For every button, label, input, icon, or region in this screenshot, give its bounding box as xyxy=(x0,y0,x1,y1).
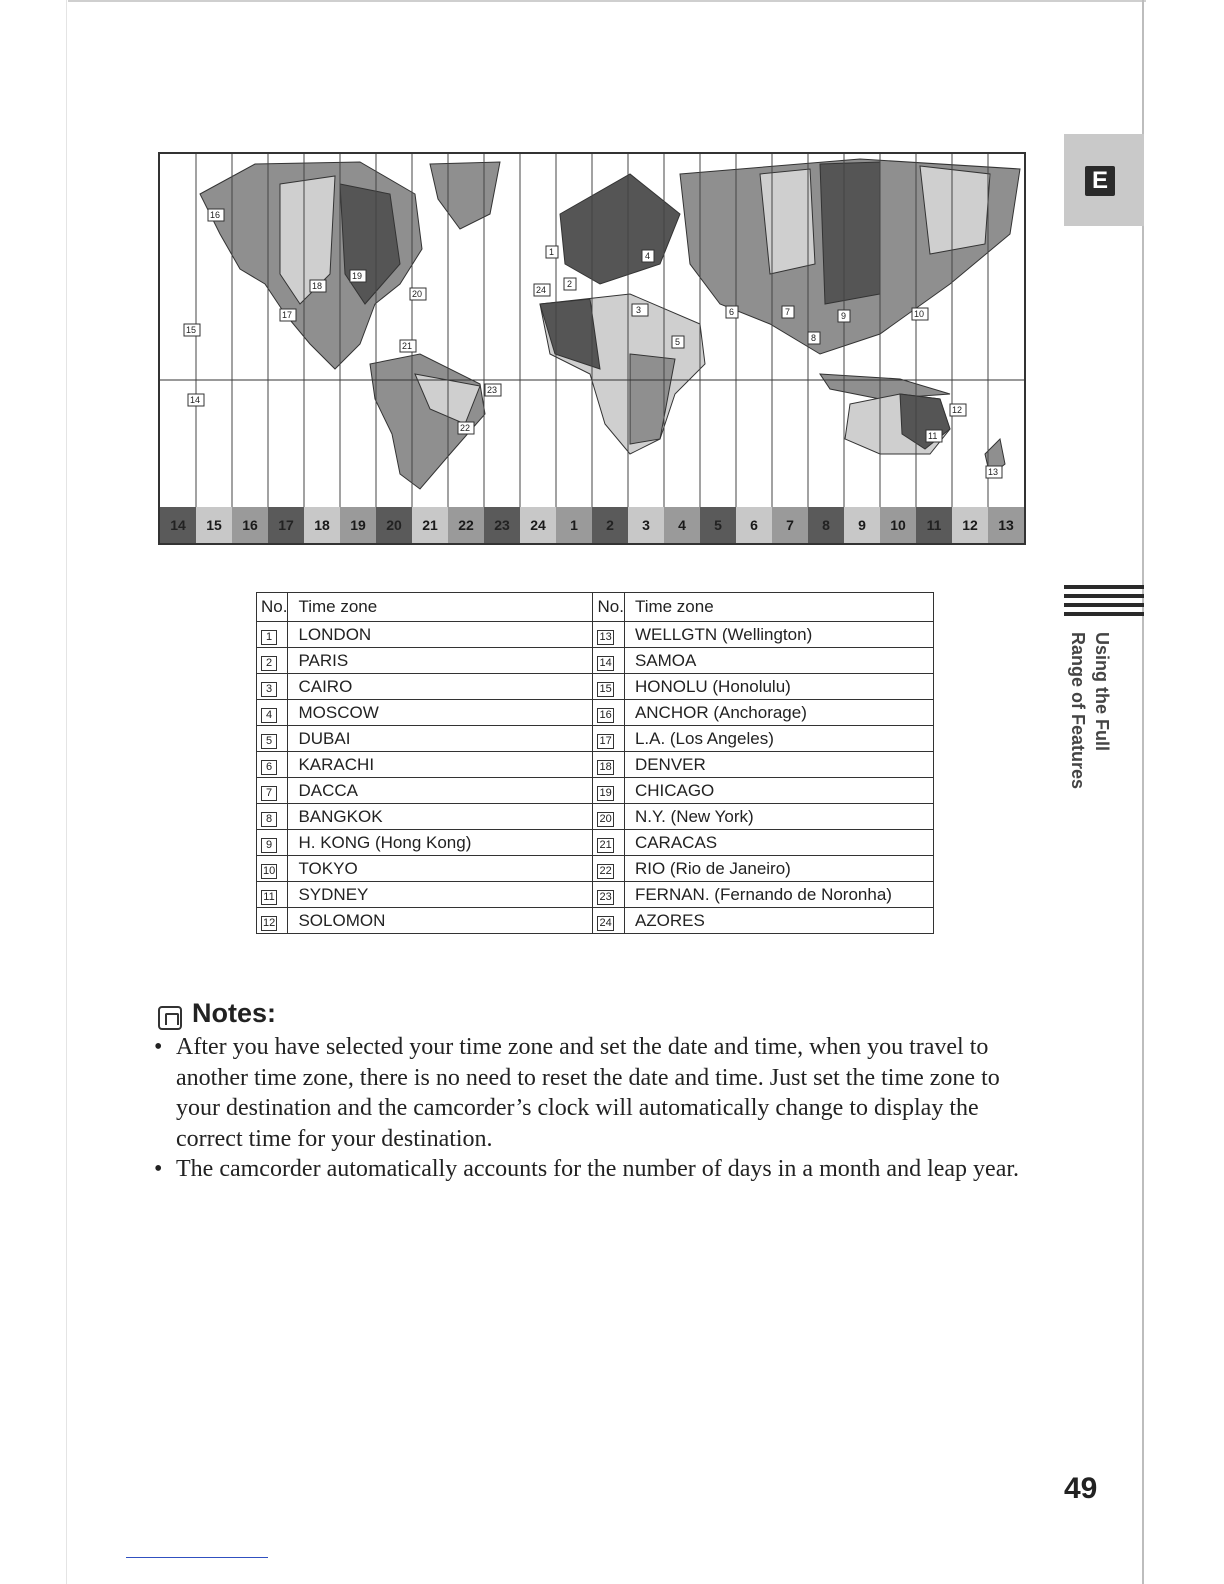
zone-name-left: CAIRO xyxy=(288,674,593,700)
zone-number-box: 4 xyxy=(261,708,277,723)
zone-number-right xyxy=(593,804,624,830)
zone-number-left xyxy=(257,622,288,648)
table-row xyxy=(257,856,934,882)
zone-name-right: RIO (Rio de Janeiro) xyxy=(624,856,933,882)
table-header-row xyxy=(257,593,934,622)
timezone-cell: 19 xyxy=(340,507,376,543)
svg-text:10: 10 xyxy=(914,309,925,319)
section-bars xyxy=(1064,585,1144,621)
zone-number-right xyxy=(593,882,624,908)
page-right-edge xyxy=(1142,0,1144,1584)
svg-text:20: 20 xyxy=(412,289,423,299)
header-no-right: No. xyxy=(593,593,624,622)
zone-name-right: WELLGTN (Wellington) xyxy=(624,622,933,648)
zone-number-right xyxy=(593,752,624,778)
zone-number-box: 24 xyxy=(599,916,612,929)
section-title-line1: Using the Full xyxy=(1092,632,1112,751)
svg-text:21: 21 xyxy=(402,341,413,351)
svg-text:9: 9 xyxy=(841,311,847,321)
zone-number-left xyxy=(257,648,288,674)
svg-text:22: 22 xyxy=(460,423,471,433)
city-marker-18 xyxy=(310,280,326,292)
zone-number-right xyxy=(593,622,624,648)
zone-number-box: 5 xyxy=(261,734,277,749)
zone-number-right xyxy=(593,726,624,752)
timezone-cell: 4 xyxy=(664,507,700,543)
zone-number-box: 6 xyxy=(261,760,277,775)
zone-number-right xyxy=(593,778,624,804)
timezone-cell: 11 xyxy=(916,507,952,543)
notes-list xyxy=(150,1032,1030,1185)
note-item: • The camcorder automatically accounts for the number of days in a month and leap year. xyxy=(150,1154,1030,1185)
zone-name-left: H. KONG (Hong Kong) xyxy=(288,830,593,856)
timezone-cell: 5 xyxy=(700,507,736,543)
svg-text:19: 19 xyxy=(352,271,363,281)
timezone-cell: 14 xyxy=(160,507,196,543)
svg-text:16: 16 xyxy=(210,210,221,220)
city-marker-6 xyxy=(726,306,738,318)
table-row xyxy=(257,908,934,934)
timezone-cell: 23 xyxy=(484,507,520,543)
timezone-cell: 22 xyxy=(448,507,484,543)
city-marker-4 xyxy=(642,250,654,262)
zone-number-box: 2 xyxy=(261,656,277,671)
svg-text:15: 15 xyxy=(186,325,197,335)
world-map-graphic xyxy=(160,154,1024,507)
zone-number-box: 3 xyxy=(261,682,277,697)
section-letter-badge: E xyxy=(1085,166,1115,196)
svg-text:4: 4 xyxy=(645,251,651,261)
zone-number-box: 16 xyxy=(599,708,612,721)
city-marker-15 xyxy=(184,324,200,336)
zone-name-right: CARACAS xyxy=(624,830,933,856)
timezone-cell: 15 xyxy=(196,507,232,543)
table-row xyxy=(257,830,934,856)
timezone-number-strip xyxy=(160,507,1024,543)
city-marker-22 xyxy=(458,422,474,434)
city-marker-10 xyxy=(912,308,928,320)
svg-text:6: 6 xyxy=(729,307,735,317)
zone-number-left xyxy=(257,674,288,700)
city-marker-9 xyxy=(838,310,850,322)
timezone-cell: 21 xyxy=(412,507,448,543)
timezone-cell: 2 xyxy=(592,507,628,543)
svg-text:8: 8 xyxy=(811,333,817,343)
zone-number-box: 11 xyxy=(261,890,277,905)
city-marker-21 xyxy=(400,340,416,352)
zone-number-box: 15 xyxy=(599,682,612,695)
notes-heading: Notes: xyxy=(192,998,277,1028)
table-row xyxy=(257,752,934,778)
timezone-cell: 3 xyxy=(628,507,664,543)
timezone-cell: 10 xyxy=(880,507,916,543)
zone-number-box: 19 xyxy=(599,786,612,799)
bottom-rule xyxy=(126,1557,268,1558)
zone-number-box: 1 xyxy=(261,630,277,645)
time-zone-table xyxy=(256,592,934,934)
zone-number-left xyxy=(257,700,288,726)
timezone-cell: 13 xyxy=(988,507,1024,543)
city-marker-24 xyxy=(534,284,550,296)
city-marker-16 xyxy=(208,209,224,221)
zone-number-box: 18 xyxy=(599,760,612,773)
city-marker-20 xyxy=(410,288,426,300)
zone-number-box: 14 xyxy=(599,656,612,669)
zone-number-box: 20 xyxy=(599,812,612,825)
zone-name-left: MOSCOW xyxy=(288,700,593,726)
zone-name-left: KARACHI xyxy=(288,752,593,778)
timezone-cell: 16 xyxy=(232,507,268,543)
zone-number-left xyxy=(257,726,288,752)
zone-name-left: LONDON xyxy=(288,622,593,648)
zone-number-left xyxy=(257,752,288,778)
city-marker-14 xyxy=(188,394,204,406)
zone-number-box: 12 xyxy=(263,916,276,929)
city-marker-8 xyxy=(808,332,820,344)
svg-text:2: 2 xyxy=(567,279,573,289)
zone-number-box: 8 xyxy=(261,812,277,827)
zone-name-right: SAMOA xyxy=(624,648,933,674)
zone-number-right xyxy=(593,674,624,700)
table-row xyxy=(257,674,934,700)
zone-number-left xyxy=(257,778,288,804)
table-row xyxy=(257,622,934,648)
zone-name-right: CHICAGO xyxy=(624,778,933,804)
table-row xyxy=(257,726,934,752)
zone-name-right: N.Y. (New York) xyxy=(624,804,933,830)
city-marker-2 xyxy=(564,278,576,290)
zone-name-left: TOKYO xyxy=(288,856,593,882)
zone-name-left: DUBAI xyxy=(288,726,593,752)
section-title-line2: Range of Features xyxy=(1068,632,1088,790)
zone-number-box: 10 xyxy=(263,864,276,877)
svg-text:5: 5 xyxy=(675,337,681,347)
zone-name-left: BANGKOK xyxy=(288,804,593,830)
time-zone-table-body xyxy=(257,622,934,934)
zone-number-left xyxy=(257,804,288,830)
zone-number-box: 9 xyxy=(261,838,277,853)
city-marker-23 xyxy=(485,384,501,396)
timezone-cell: 6 xyxy=(736,507,772,543)
timezone-cell: 1 xyxy=(556,507,592,543)
zone-name-right: FERNAN. (Fernando de Noronha) xyxy=(624,882,933,908)
svg-text:7: 7 xyxy=(785,307,791,317)
zone-number-box: 13 xyxy=(599,630,612,643)
city-marker-13 xyxy=(986,466,1002,478)
city-marker-17 xyxy=(280,309,296,321)
zone-number-box: 17 xyxy=(599,734,612,747)
zone-number-right xyxy=(593,830,624,856)
svg-text:13: 13 xyxy=(988,467,999,477)
zone-number-left xyxy=(257,882,288,908)
city-marker-11 xyxy=(926,430,942,442)
zone-number-box: 23 xyxy=(599,890,612,903)
timezone-cell: 18 xyxy=(304,507,340,543)
timezone-cell: 9 xyxy=(844,507,880,543)
svg-text:1: 1 xyxy=(549,247,555,257)
table-row xyxy=(257,778,934,804)
zone-name-left: DACCA xyxy=(288,778,593,804)
svg-text:3: 3 xyxy=(636,305,642,315)
page-left-edge xyxy=(66,0,67,1584)
timezone-cell: 8 xyxy=(808,507,844,543)
svg-text:18: 18 xyxy=(312,281,323,291)
zone-number-left xyxy=(257,830,288,856)
note-item: • After you have selected your time zone and set the date and time, when you travel to another time zone, there is no need to reset the date and time. Just set the time zone to your destination and the camcorder’s clock will automatically change to display the correct time for your destination. xyxy=(150,1032,1030,1154)
zone-name-right: HONOLU (Honolulu) xyxy=(624,674,933,700)
section-title-vertical xyxy=(1062,632,1114,802)
page-number: 49 xyxy=(1064,1472,1098,1505)
zone-number-right xyxy=(593,908,624,934)
zone-number-right xyxy=(593,648,624,674)
city-marker-12 xyxy=(950,404,966,416)
zone-number-box: 21 xyxy=(599,838,612,851)
world-time-zone-map xyxy=(158,152,1026,545)
zone-name-right: DENVER xyxy=(624,752,933,778)
timezone-cell: 7 xyxy=(772,507,808,543)
top-rule xyxy=(68,0,1146,2)
svg-text:14: 14 xyxy=(190,395,201,405)
header-zone-right: Time zone xyxy=(624,593,933,622)
zone-number-right xyxy=(593,700,624,726)
zone-name-right: AZORES xyxy=(624,908,933,934)
zone-number-left xyxy=(257,856,288,882)
svg-text:11: 11 xyxy=(928,431,938,441)
table-row xyxy=(257,804,934,830)
zone-number-left xyxy=(257,908,288,934)
note-icon xyxy=(158,1006,182,1030)
timezone-cell: 20 xyxy=(376,507,412,543)
svg-text:17: 17 xyxy=(282,310,293,320)
zone-name-right: ANCHOR (Anchorage) xyxy=(624,700,933,726)
timezone-cell: 12 xyxy=(952,507,988,543)
zone-name-left: SOLOMON xyxy=(288,908,593,934)
city-marker-5 xyxy=(672,336,684,348)
zone-name-right: L.A. (Los Angeles) xyxy=(624,726,933,752)
city-marker-3 xyxy=(632,304,648,316)
zone-number-box: 22 xyxy=(599,864,612,877)
city-marker-19 xyxy=(350,270,366,282)
zone-number-box: 7 xyxy=(261,786,277,801)
table-row xyxy=(257,700,934,726)
table-row xyxy=(257,882,934,908)
timezone-cell: 17 xyxy=(268,507,304,543)
zone-number-right xyxy=(593,856,624,882)
svg-text:12: 12 xyxy=(952,405,963,415)
zone-name-left: SYDNEY xyxy=(288,882,593,908)
zone-name-left: PARIS xyxy=(288,648,593,674)
city-marker-1 xyxy=(546,246,558,258)
svg-text:24: 24 xyxy=(536,285,547,295)
city-marker-7 xyxy=(782,306,794,318)
svg-text:23: 23 xyxy=(487,385,498,395)
header-no-left: No. xyxy=(257,593,288,622)
header-zone-left: Time zone xyxy=(288,593,593,622)
timezone-cell: 24 xyxy=(520,507,556,543)
table-row xyxy=(257,648,934,674)
